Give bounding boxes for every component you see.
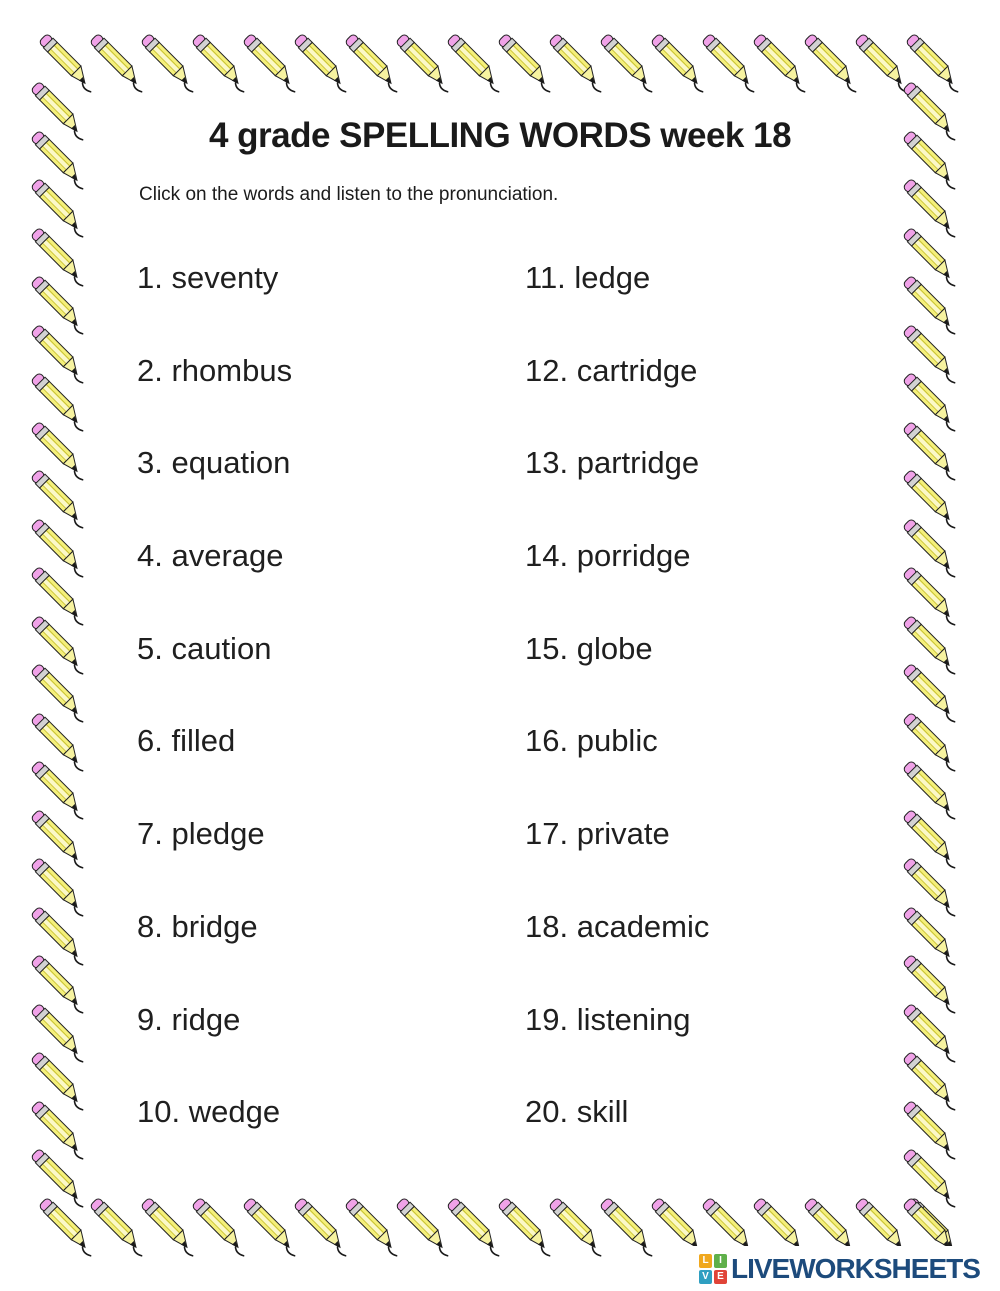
word-item-7[interactable]: 7. pledge — [137, 816, 265, 852]
word-item-5[interactable]: 5. caution — [137, 630, 272, 666]
pencil-icon — [30, 955, 90, 1015]
pencil-icon — [344, 1198, 404, 1258]
pencil-icon — [854, 34, 914, 94]
pencil-icon — [30, 1101, 90, 1161]
word-column-right — [525, 262, 905, 1189]
pencil-icon — [30, 616, 90, 676]
pencil-icon — [701, 34, 761, 94]
pencil-icon — [902, 955, 962, 1015]
page-title: 4 grade SPELLING WORDS week 18 — [208, 116, 792, 155]
pencil-icon — [30, 907, 90, 967]
pencil-icon — [30, 422, 90, 482]
word-item-16[interactable]: 16. public — [525, 723, 658, 759]
pencil-icon — [30, 373, 90, 433]
pencil-icon — [902, 131, 962, 191]
pencil-icon — [902, 325, 962, 385]
pencil-icon — [902, 82, 962, 142]
pencil-icon — [191, 34, 251, 94]
pencil-icon — [89, 34, 149, 94]
pencil-icon — [89, 1198, 149, 1258]
pencil-icon — [293, 1198, 353, 1258]
pencil-icon — [902, 907, 962, 967]
word-item-2[interactable]: 2. rhombus — [137, 352, 293, 388]
pencil-icon — [30, 82, 90, 142]
pencil-icon — [902, 422, 962, 482]
word-item-20[interactable]: 20. skill — [525, 1094, 629, 1130]
liveworksheets-logo[interactable] — [688, 1246, 1000, 1291]
pencil-icon — [395, 1198, 455, 1258]
word-item-9[interactable]: 9. ridge — [137, 1001, 241, 1037]
pencil-icon — [30, 1004, 90, 1064]
pencil-icon — [293, 34, 353, 94]
pencil-icon — [902, 713, 962, 773]
word-item-17[interactable]: 17. private — [525, 816, 670, 852]
pencil-icon — [30, 664, 90, 724]
word-item-4[interactable]: 4. average — [137, 538, 284, 574]
pencil-icon — [38, 34, 98, 94]
logo-tile-e: E — [714, 1270, 727, 1284]
pencil-icon — [548, 34, 608, 94]
pencil-icon — [599, 1198, 659, 1258]
liveworksheets-logo-text: LIVEWORKSHEETS — [731, 1252, 980, 1284]
pencil-icon — [497, 34, 557, 94]
pencil-icon — [38, 1198, 98, 1258]
pencil-icon — [30, 470, 90, 530]
word-column-left — [137, 262, 517, 1189]
pencil-icon — [140, 34, 200, 94]
pencil-icon — [30, 519, 90, 579]
pencil-icon — [30, 131, 90, 191]
pencil-icon — [30, 810, 90, 870]
pencil-icon — [803, 34, 863, 94]
pencil-icon — [30, 276, 90, 336]
pencil-icon — [902, 810, 962, 870]
word-item-3[interactable]: 3. equation — [137, 445, 291, 481]
instructions-text: Click on the words and listen to the pronunciation. — [139, 184, 559, 205]
pencil-icon — [140, 1198, 200, 1258]
pencil-icon — [902, 1004, 962, 1064]
pencil-icon — [30, 1052, 90, 1112]
pencil-icon — [902, 858, 962, 918]
pencil-icon — [548, 1198, 608, 1258]
pencil-icon — [902, 664, 962, 724]
logo-tile-i: I — [714, 1254, 727, 1268]
pencil-icon — [902, 1052, 962, 1112]
word-item-1[interactable]: 1. seventy — [137, 260, 279, 295]
pencil-icon — [599, 34, 659, 94]
word-item-8[interactable]: 8. bridge — [137, 908, 258, 944]
pencil-icon — [30, 713, 90, 773]
word-item-10[interactable]: 10. wedge — [137, 1094, 281, 1130]
word-item-14[interactable]: 14. porridge — [525, 538, 691, 574]
pencil-icon — [242, 34, 302, 94]
pencil-icon — [902, 179, 962, 239]
pencil-icon — [446, 34, 506, 94]
pencil-icon — [905, 34, 965, 94]
pencil-icon — [30, 325, 90, 385]
pencil-icon — [344, 34, 404, 94]
word-item-6[interactable]: 6. filled — [137, 723, 236, 759]
pencil-icon — [30, 1149, 90, 1209]
pencil-icon — [902, 1149, 962, 1209]
pencil-icon — [902, 276, 962, 336]
logo-tile-v: V — [699, 1270, 712, 1284]
pencil-icon — [902, 761, 962, 821]
pencil-icon — [30, 228, 90, 288]
pencil-icon — [902, 373, 962, 433]
word-item-11[interactable]: 11. ledge — [525, 260, 651, 295]
pencil-icon — [191, 1198, 251, 1258]
word-item-18[interactable]: 18. academic — [525, 908, 710, 944]
pencil-icon — [242, 1198, 302, 1258]
pencil-icon — [30, 179, 90, 239]
pencil-icon — [446, 1198, 506, 1258]
pencil-icon — [30, 761, 90, 821]
pencil-icon — [497, 1198, 557, 1258]
pencil-icon — [30, 858, 90, 918]
pencil-icon — [902, 1101, 962, 1161]
pencil-icon — [902, 519, 962, 579]
pencil-icon — [902, 228, 962, 288]
word-item-15[interactable]: 15. globe — [525, 630, 653, 666]
pencil-icon — [30, 567, 90, 627]
pencil-icon — [650, 34, 710, 94]
liveworksheets-logo-icon — [699, 1254, 727, 1284]
word-item-13[interactable]: 13. partridge — [525, 445, 700, 481]
pencil-icon — [902, 470, 962, 530]
word-item-12[interactable]: 12. cartridge — [525, 352, 698, 388]
logo-tile-l: L — [699, 1254, 712, 1268]
pencil-icon — [752, 34, 812, 94]
pencil-icon — [395, 34, 455, 94]
pencil-icon — [902, 567, 962, 627]
pencil-icon — [902, 616, 962, 676]
word-item-19[interactable]: 19. listening — [525, 1001, 691, 1037]
